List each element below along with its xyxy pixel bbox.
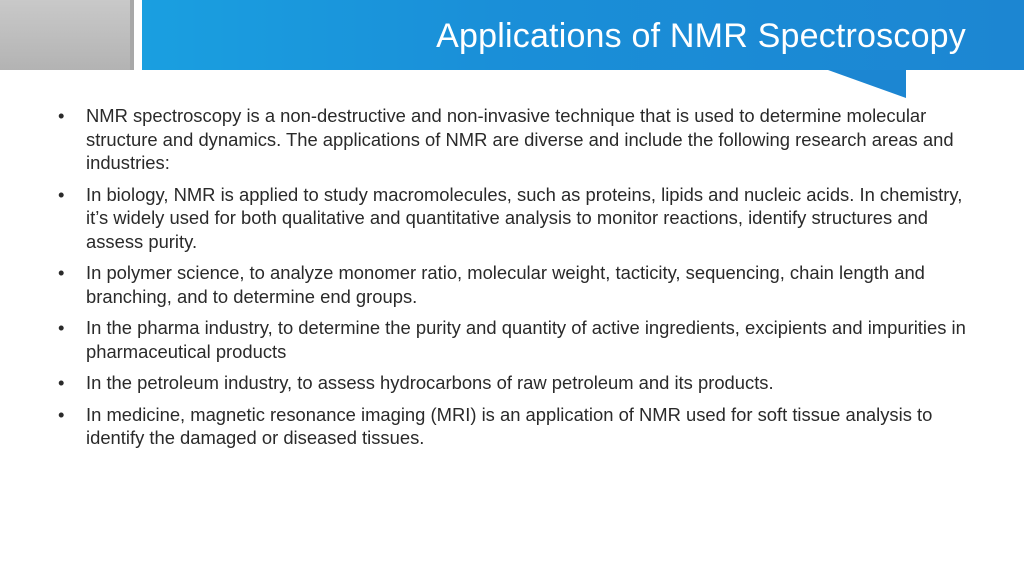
bullet-text: In polymer science, to analyze monomer ratio, molecular weight, tacticity, sequencing, chain length and branching, and to determine end groups.	[86, 262, 925, 307]
bullet-icon: •	[58, 372, 65, 393]
list-item	[58, 371, 978, 395]
bullet-icon: •	[58, 403, 65, 425]
bullet-text: In the petroleum industry, to assess hydrocarbons of raw petroleum and its products.	[86, 372, 774, 393]
bullet-list	[58, 104, 978, 458]
list-item	[58, 261, 978, 308]
bullet-icon: •	[58, 317, 65, 338]
header-side-block	[0, 0, 134, 70]
list-item	[58, 403, 978, 450]
bullet-icon: •	[58, 262, 65, 283]
slide-title: Applications of NMR Spectroscopy	[436, 17, 966, 55]
title-bar	[142, 0, 1024, 70]
bullet-text: In the pharma industry, to determine the purity and quantity of active ingredients, excipients and impurities in pharmaceutical products	[86, 317, 966, 362]
bullet-icon: •	[58, 105, 65, 126]
list-item	[58, 316, 978, 363]
list-item	[58, 183, 978, 254]
list-item	[58, 104, 978, 175]
title-bar-notch	[828, 70, 906, 98]
bullet-text: In biology, NMR is applied to study macromolecules, such as proteins, lipids and nucleic acids. In chemistry, it’s widely used for both qualitative and quantitative analysis to monitor reactions, identify structures and assess purity.	[86, 183, 963, 252]
bullet-text: In medicine, magnetic resonance imaging (MRI) is an application of NMR used for soft tissue analysis to identify the damaged or diseased tissues.	[86, 403, 933, 448]
bullet-text: NMR spectroscopy is a non-destructive and non-invasive technique that is used to determine molecular structure and dynamics. The applications of NMR are diverse and include the following research areas and industries:	[86, 105, 954, 173]
bullet-icon: •	[58, 183, 65, 205]
